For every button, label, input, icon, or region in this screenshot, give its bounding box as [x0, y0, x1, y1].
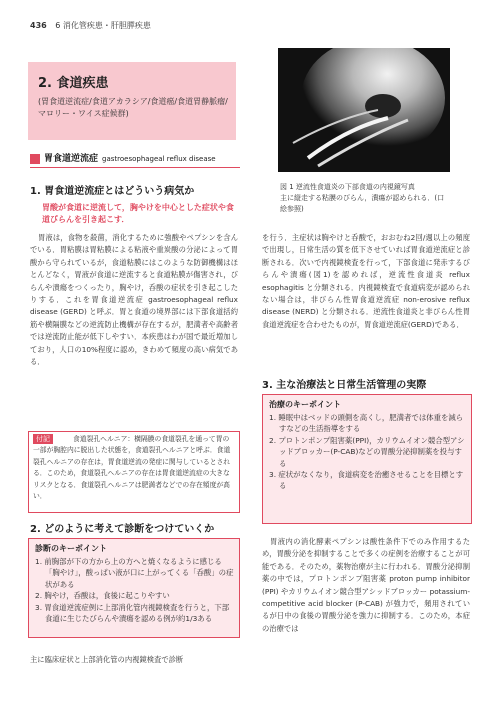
list-item: 2. 胸やけ，呑酸は，食後に起こりやすい [35, 591, 170, 601]
treatment-paragraph: 胃液内の消化酵素ペプシンは酸性条件下でのみ作用するため，胃酸分泌を抑制することで多くの症例を治療することが可能である．そのため，薬物治療が主に行われる．胃酸分泌抑制薬の中では，プロトンポンプ阻害薬 proton pump inhibitor (PPI) やカリウムイオン競合型アシッドブロッカー potassium-competitive acid blocker (P-CAB) が強力で，頻用されているが日中の食後の胃酸分泌を強力に抑制する．このため，本症の治療では [262, 537, 470, 633]
intro-paragraph: 胃液は，食物を殺菌，消化するために強酸やペプシンを含んでいる．胃粘膜は胃粘膜による粘液や重炭酸の分泌によって胃酸から守られているが，食道粘膜にはこのような防御機構はほとんどなく，胃液が食道に逆流すると食道粘膜が傷害され，びらんや潰瘍をつくったり，胸やけ，呑酸の症状を引き起こしたりする．これを胃食道逆流症 gastroesophageal reflux disease (GERD) と呼ぶ．胃と食道の境界部には下部食道括約筋や横隔膜などの逆流防止機構が存在するが，肥満者や高齢者では逆流防止能が低下しやすい．本疾患はわが国で最近増加しており，人口の10%程度に認め，きわめて頻度の高い病気である． [30, 233, 238, 367]
chapter-title-box [28, 62, 236, 140]
note-text: 食道裂孔ヘルニア：横隔膜の食道裂孔を通って胃の一部が胸腔内に脱出した状態を，食道裂孔ヘルニアと呼ぶ．食道裂孔ヘルニアの存在は，胃食道逆流の発症に関与しているとされる．このため，食道裂孔ヘルニアの存在は胃食道逆流症の大きなリスクとなる．食道裂孔ヘルニアは肥満者などでの存在頻度が高い． [33, 435, 231, 501]
diagnosis-keypoint-title: 診断のキーポイント [35, 544, 107, 553]
section-marker [30, 154, 40, 164]
section-title: 胃食道逆流症 [44, 154, 99, 164]
endoscopy-image-graphic [278, 48, 450, 172]
figure-caption-description: 主に縦走する粘膜のびらん，潰瘍が認められる．(口絵参照) [280, 194, 445, 213]
chapter-subtitle: (胃食道逆流症/食道アカラシア/食道癌/食道胃静脈瘤/マロリー・ワイス症候群) [38, 97, 228, 118]
treatment-keypoint-box [262, 394, 472, 524]
figure-caption [280, 182, 450, 215]
section-heading [30, 152, 240, 166]
diagnosis-paragraph: を行う．主症状は胸やけと呑酸で，おおむね2回/週以上の頻度で出現し，日常生活の質を低下させていれば胃食道逆流症と診断される．次いで内視鏡検査を行って，下部食道に発赤するびらんや潰瘍(図1)を認めれば，逆流性食道炎 reflux esophagitis と分類される．内視鏡検査で食道病変が認められない場合は，非びらん性胃食道逆流症 non-erosive reflux disease (NERD) と分類される．逆流性食道炎と非びらん性胃食道逆流症を合わせたものが，胃食道逆流症(GERD)である． [262, 233, 470, 329]
treatment-keypoint-title: 治療のキーポイント [269, 400, 341, 409]
list-item: 2. プロトンポンプ阻害薬(PPI)，カリウムイオン競合型アシッドブロッカー(P-CAB)などの胃酸分泌抑制薬を投与する [269, 435, 465, 468]
diagnosis-bottom-line: 主に臨床症状と上部消化管の内視鏡検査で診断 [30, 655, 184, 664]
chapter-title: 2. 食道疾患 [38, 76, 109, 91]
note-tag: 付記 [33, 434, 53, 444]
sub-heading-1: 1. 胃食道逆流症とはどういう病気か [30, 186, 195, 197]
section-english-title: gastroesophageal reflux disease [102, 155, 216, 163]
figure-caption-title: 図 1 逆流性食道炎の下部食道の内視鏡写真 [280, 183, 415, 191]
list-item: 1. 睡眠中はベッドの頭側を高くし，肥満者では体重を減らすなどの生活指導をする [269, 413, 464, 434]
list-item: 3. 胃食道逆流症例に上部消化管内視鏡検査を行うと，下部食道に生じたびらんや潰瘍を認める例が約1/3ある [35, 602, 230, 624]
summary-text: 胃酸が食道に逆流して，胸やけを中心とした症状や食道びらんを引き起こす． [42, 203, 234, 224]
endoscopy-photo [278, 48, 450, 172]
running-title: 6 消化管疾患・肝胆膵疾患 [55, 21, 151, 30]
list-item: 3. 症状がなくなり，食道病変を治癒させることを目標とする [269, 470, 464, 491]
note-box [28, 431, 240, 513]
sub-heading-2: 2. どのように考えて診断をつけていくか [30, 524, 215, 535]
page-number: 436 [30, 21, 47, 30]
section-underline [30, 167, 240, 168]
diagnosis-keypoint-list [35, 556, 235, 624]
list-item: 1. 前胸部が下の方から上の方へと焼くなるように感じる「胸やけ」，酸っぱい液が口に上がってくる「呑酸」の症状がある [35, 557, 234, 589]
page-header [30, 20, 151, 31]
treatment-keypoint-list [269, 412, 467, 492]
diagnosis-keypoint-box [28, 538, 240, 638]
sub-heading-3: 3. 主な治療法と日常生活管理の実際 [262, 380, 427, 391]
